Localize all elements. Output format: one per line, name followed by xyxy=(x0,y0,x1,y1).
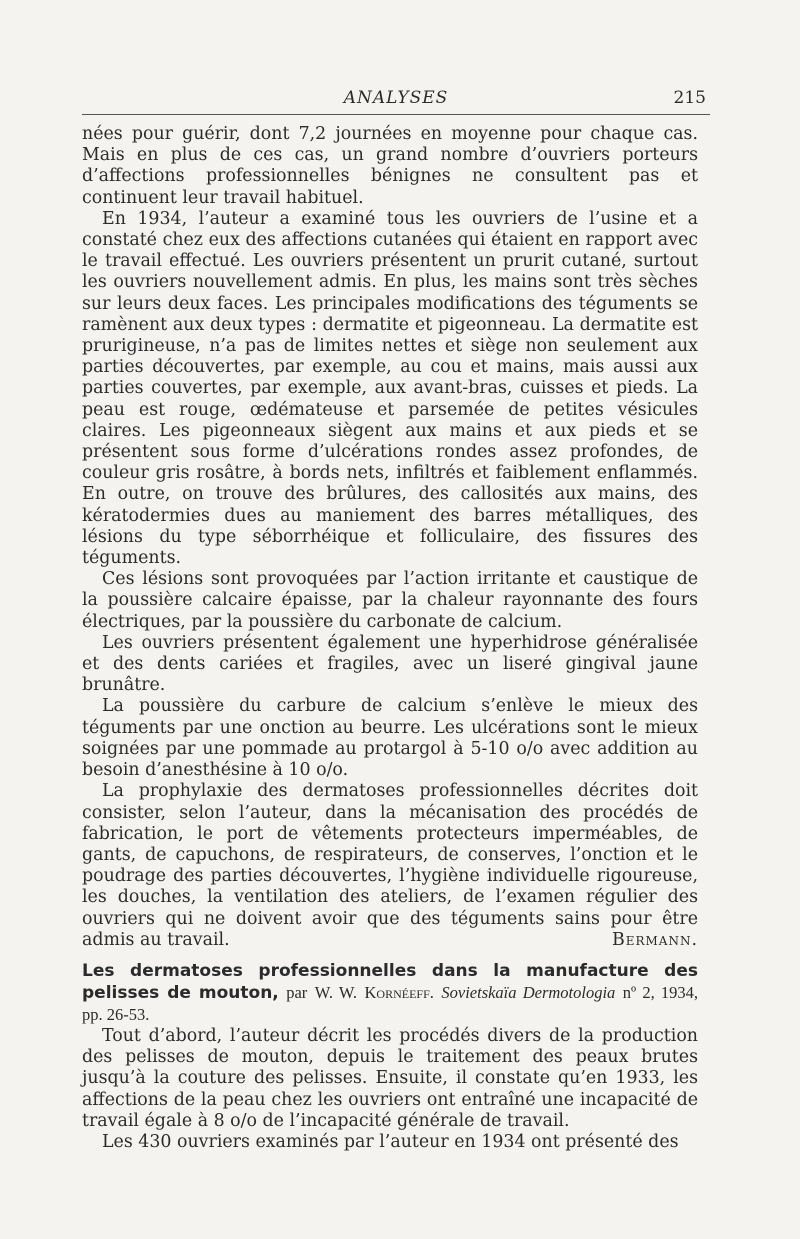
journal-name: Sovietskaïa Dermotologia xyxy=(441,982,616,1002)
paragraph xyxy=(82,781,698,951)
paragraph: Tout d’abord, l’auteur décrit les procédés divers de la production des pelisses de mouton, depuis le traitement des peaux brutes jusqu’à la couture des pelisses. Ensuite, il constate qu’en 1933, les affections de la peau chez les ouvriers ont entraîné une incapacité de travail égale à 8 o/o de l’incapacité générale de travail. xyxy=(82,1025,698,1131)
running-head-title: ANALYSES xyxy=(343,88,449,108)
journal-issue: nº 2, 1934, xyxy=(622,982,699,1002)
article-by: par xyxy=(286,982,308,1002)
text-body xyxy=(82,124,698,1153)
paragraph: Ces lésions sont provoquées par l’action irritante et caustique de la poussière calcaire épaisse, par la chaleur rayonnante des fours électriques, par la poussière du carbonate de calcium. xyxy=(82,569,698,632)
article-heading xyxy=(82,961,698,1026)
paragraph: En 1934, l’auteur a examiné tous les ouvriers de l’usine et a constaté chez eux des affections cutanées qui étaient en rapport avec le travail effectué. Les ouvriers présentent un prurit cutané, surtout les ouvriers nouvellement admis. En plus, les mains sont très sèches sur leurs deux faces. Les principales modifications des téguments se ramènent aux deux types : dermatite et pigeonneau. La dermatite est prurigineuse, n’a pas de limites nettes et siège non seulement aux parties découvertes, par exemple, au cou et mains, mais aussi aux parties couvertes, par exemple, aux avant-bras, cuisses et pieds. La peau est rouge, œdémateuse et parsemée de petites vésicules claires. Les pigeonneaux siègent aux mains et aux pieds et se présentent sous forme d’ulcérations rondes assez profondes, de couleur gris rosâtre, à bords nets, infiltrés et faiblement enflammés. En outre, on trouve des brûlures, des callosités aux mains, des kératodermies dues au maniement des barres métalliques, des lésions du type séborrhéique et folliculaire, des fissures des téguments. xyxy=(82,208,698,569)
paragraph-text: La prophylaxie des dermatoses professionnelles décrites doit consister, selon l’auteur, dans la mécanisation des procédés de fabrication, le port de vêtements protecteurs imperméables, de gants, de capuchons, de respirateurs, de conserves, l’onction et le poudrage des parties découvertes, l’hygiène individuelle rigoureuse, les douches, la ventilation des ateliers, de l’examen régulier des ouvriers qui ne doivent avoir que des téguments sains pour être admis au travail. xyxy=(82,781,698,950)
journal-pages: pp. 26-53. xyxy=(82,1004,150,1024)
author-name: Kornéeff. xyxy=(364,982,434,1002)
paragraph: La poussière du carbure de calcium s’enlève le mieux des téguments par une onction au beurre. Les ulcérations sont le mieux soignées par une pommade au protargol à 5-10 o/o avec addition au besoin d’anesthésine à 10 o/o. xyxy=(82,696,698,781)
running-head xyxy=(82,86,710,115)
reviewer-signature: Bermann. xyxy=(611,929,698,950)
paragraph: nées pour guérir, dont 7,2 journées en moyenne pour chaque cas. Mais en plus de ces cas, un grand nombre d’ouvriers porteurs d’affections professionnelles bénignes ne consultent pas et continuent leur travail habituel. xyxy=(82,124,698,208)
paragraph: Les ouvriers présentent également une hyperhidrose généralisée et des dents cariées et fragiles, avec un liseré gingival jaune brunâtre. xyxy=(82,632,698,696)
paragraph: Les 430 ouvriers examinés par l’auteur en 1934 ont présenté des xyxy=(102,1131,679,1152)
article-title: Les dermatoses professionnelles dans la manufacture des pelisses de mouton, xyxy=(82,960,698,1003)
page-number: 215 xyxy=(673,88,706,108)
author-initials: W. W. xyxy=(314,982,358,1002)
